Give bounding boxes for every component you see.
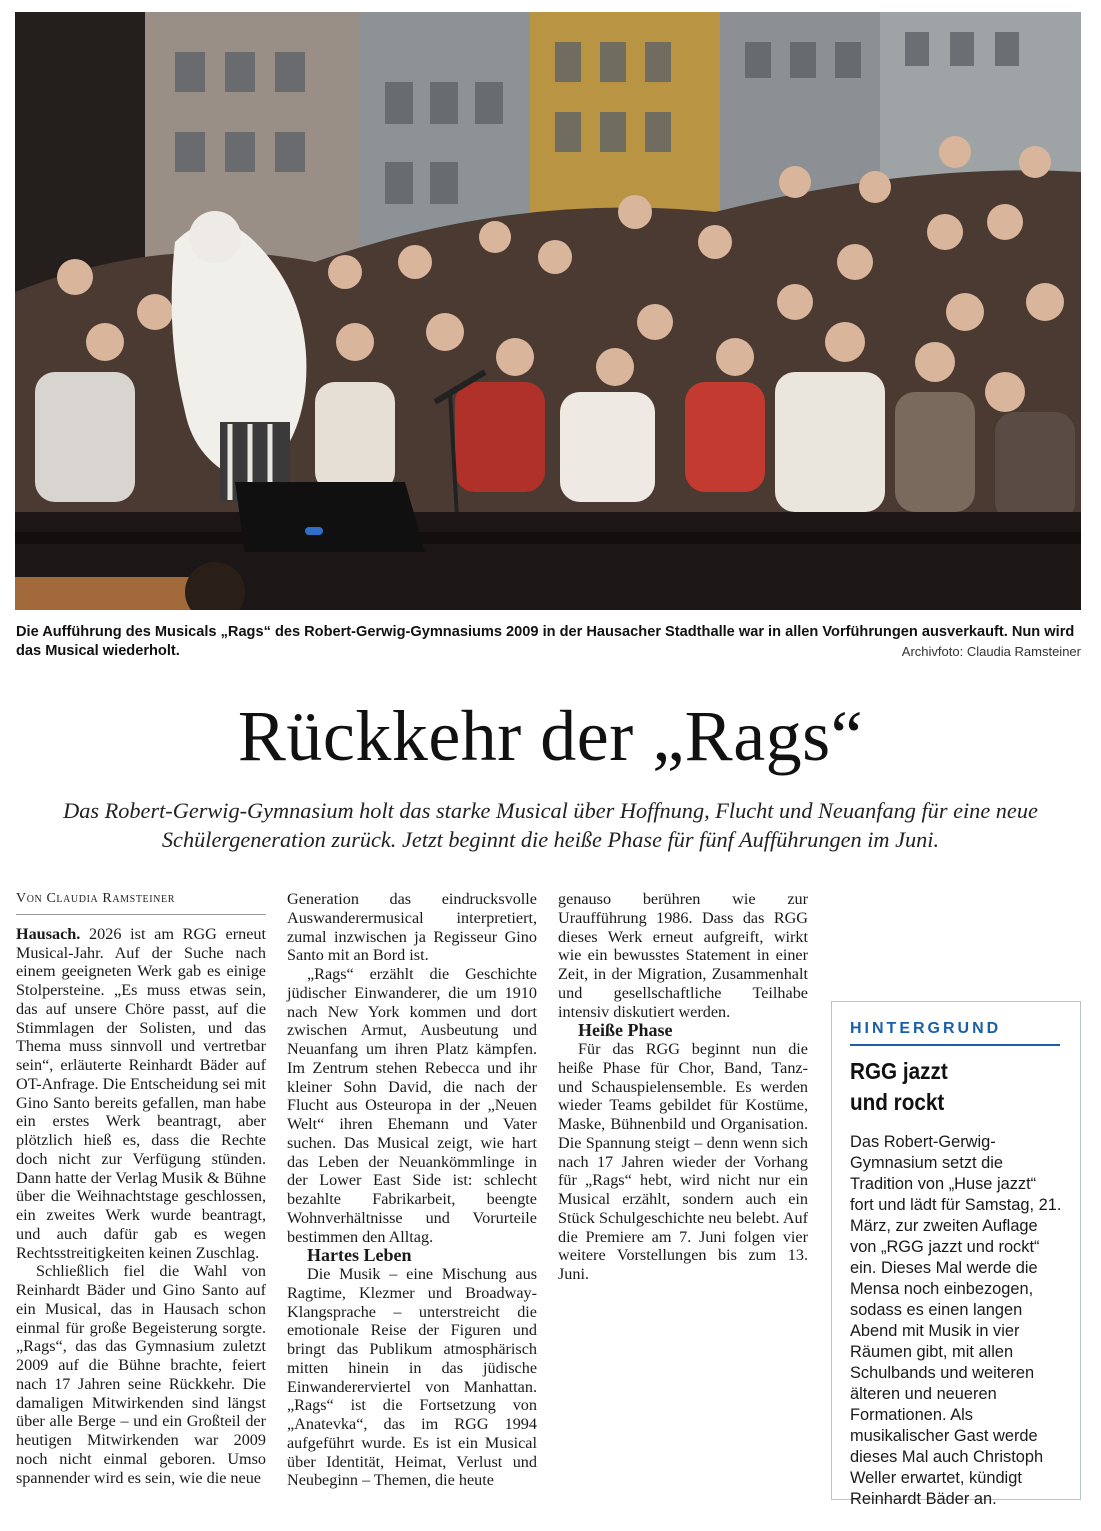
article-column-2 [287, 890, 537, 1490]
article-paragraph: Generation das eindrucksvolle Auswanderermusical interpretiert, zumal inzwischen ja Regisseur Gino Santo mit an Bord ist. [287, 890, 537, 965]
box-title-line: RGG jazzt [850, 1058, 948, 1084]
byline: Von Claudia Ramsteiner [16, 890, 266, 915]
photo-credit: Archivfoto: Claudia Ramsteiner [901, 644, 1081, 659]
photo-caption: Die Aufführung des Musicals „Rags“ des Robert-Gerwig-Gymnasiums 2009 in der Hausacher Stadthalle war in allen Vorführungen ausverkauft. Nun wird das Musical wiederholt. [16, 624, 1075, 659]
article-subtitle: Hartes Leben [307, 1245, 412, 1266]
stage-photo-illustration [15, 12, 1081, 610]
article-paragraph [16, 925, 266, 1263]
box-title-line: und rockt [850, 1089, 945, 1115]
box-title [850, 1056, 1041, 1118]
article-paragraph: genauso berühren wie zur Uraufführung 1986. Dass das RGG dieses Werk erneut aufgreift, wirkt wie ein bewusstes Statement in einer Zeit, in der Migration, Zusammenhalt und gesellschaftliche Teilhabe intensiv diskutiert werden. [558, 890, 808, 1021]
article-paragraph: „Rags“ erzählt die Geschichte jüdischer Einwanderer, die um 1910 nach New York kommen und dort zwischen Armut, Ausbeutung und Neuanfang um ihren Platz kämpfen. Im Zentrum stehen Rebecca und ihr kleiner Sohn David, die nach der Flucht aus Osteuropa in der „Neuen Welt“ ihren Ehemann und Vater suchen. Das Musical zeigt, wie hart das Leben der Neuankömmlinge in der Lower East Side ist: schlecht bezahlte Fabrikarbeit, beengte Wohnverhältnisse und Vorurteile bestimmen den Alltag. [287, 965, 537, 1246]
article-column-3 [558, 890, 808, 1284]
stage-photo [15, 12, 1081, 610]
article-paragraph: Für das RGG beginnt nun die heiße Phase für Chor, Band, Tanz- und Schauspielensemble. Es werden wieder Teams gebildet für Kostüme, Maske, Bühnenbild und Organisation. Die Spannung steigt – denn wenn sich nach 17 Jahren wieder der Vorhang für „Rags“ hebt, wird nicht nur ein Musical erzählt, sondern auch ein Stück Schulgeschichte neu belebt. Auf die Premiere am 7. Juni folgen vier weitere Vorstellungen bis zum 13. Juni. [558, 1040, 808, 1283]
article-column-1 [16, 890, 266, 1487]
headline: Rückkehr der „Rags“ [237, 696, 864, 776]
background-info-box [831, 1001, 1081, 1508]
article-paragraph: Schließlich fiel die Wahl von Reinhardt Bäder und Gino Santo auf ein Musical, das in Hausach schon einmal für große Begeisterung sorgte. „Rags“, das das Gymnasium zuletzt 2009 auf die Bühne brachte, feiert nach 17 Jahren seine Rückkehr. Die damaligen Mitwirkenden sind längst über alle Berge – und ein Großteil der heutigen Mitwirkenden war 2009 noch nicht einmal geboren. Umso spannender wird es sein, wie die neue [16, 1262, 266, 1487]
box-tag: HINTERGRUND [850, 1020, 1060, 1046]
dateline: Hausach. [16, 924, 81, 943]
subheadline: Das Robert-Gerwig-Gymnasium holt das starke Musical über Hoffnung, Flucht und Neuanfang für eine neue Schülergeneration zurück. Jetzt beginnt die heiße Phase für fünf Aufführungen im Juni. [63, 798, 1038, 852]
article-subtitle: Heiße Phase [578, 1020, 673, 1041]
article-paragraph: Die Musik – eine Mischung aus Ragtime, Klezmer und Broadway-Klangsprache – unterstreicht die emotionale Reise der Figuren und bringt das Publikum atmosphärisch mitten hinein in das jüdische Einwandererviertel von Manhattan. „Rags“ ist die Fortsetzung von „Anatevka“, das im RGG 1994 aufgeführt wurde. Es ist ein Musical über Identität, Heimat, Verlust und Neubeginn – Themen, die heute [287, 1265, 537, 1490]
box-text: Das Robert-Gerwig-Gymnasium setzt die Tradition von „Huse jazzt“ fort und lädt für Samstag, 21. März, zur zweiten Auflage von „RGG jazzt und rockt“ ein. Dieses Mal werde die Mensa noch einbezogen, sodass es einen langen Abend mit Musik in vier Räumen gibt, mit allen Schulbands und weiteren älteren und neueren Formationen. Als musikalischer Gast werde dieses Mal auch Christoph Weller erwartet, kündigt Reinhardt Bäder an. [850, 1133, 1062, 1508]
article-text: 2026 ist am RGG erneut Musical-Jahr. Auf der Suche nach einem geeigneten Werk gab es einige Stolpersteine. „Es muss etwas sein, das auf unsere Chöre passt, auf die Stimmlagen der Solisten, und das Thema muss sinnvoll und vertretbar sein“, erläuterte Reinhardt Bäder auf OT-Anfrage. Die Entscheidung sei mit Gino Santo bereits gefallen, man habe ein erstes Werk beantragt, aber plötzlich hieß es, dass die Rechte doch nicht zur Verfügung stünden. Dann hatte der Verlag Musik & Bühne über die Weihnachtstage geschlossen, ein zweites Werk wurde beantragt, und auch dafür gab es wegen Rechtsstreitigkeiten keinen Zuschlag. [16, 924, 266, 1262]
